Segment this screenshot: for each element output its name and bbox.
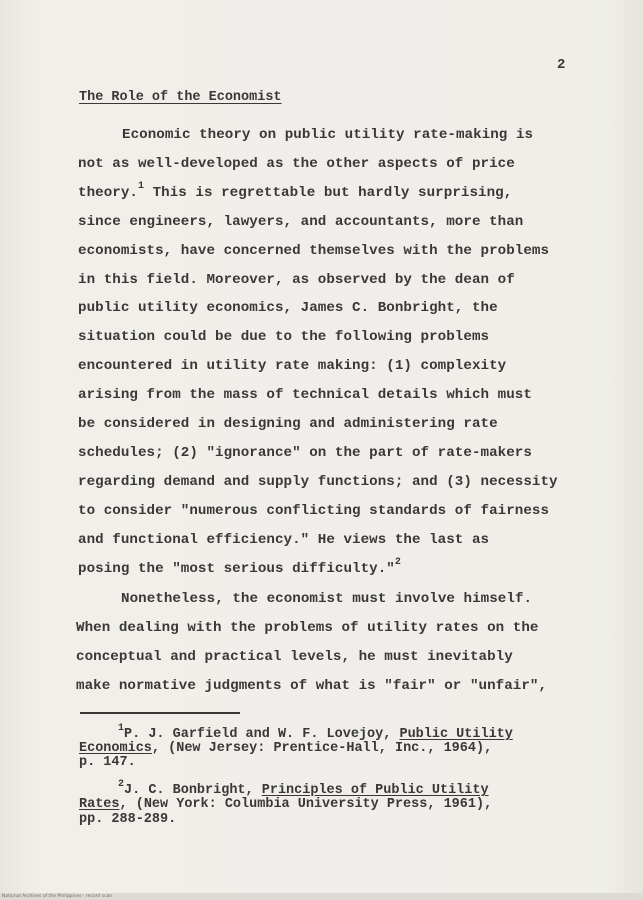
paragraph-1-line	[78, 358, 506, 374]
footnote-text: p. 147.	[79, 755, 136, 770]
footnote-2-line	[79, 812, 176, 827]
paragraph-1-line	[78, 272, 515, 288]
line-text: regarding demand and supply functions; and (3) necessity	[78, 473, 558, 490]
footnote-text: J. C. Bonbright,	[124, 783, 262, 798]
paragraph-1-line	[122, 127, 533, 143]
footnote-separator	[80, 712, 240, 714]
line-text: and functional efficiency." He views the last as	[78, 531, 490, 548]
line-text: make normative judgments of what is "fair" or "unfair",	[76, 677, 548, 694]
footnote-number: 2	[118, 778, 125, 790]
footnote-title: Rates	[79, 797, 120, 812]
line-text: economists, have concerned themselves with the problems	[78, 242, 550, 259]
paragraph-1-line	[78, 445, 532, 461]
footnote-title: Principles of Public Utility	[261, 783, 489, 798]
section-heading: The Role of the Economist	[79, 90, 282, 105]
footnote-1-line	[79, 755, 136, 770]
line-text: Economic theory on public utility rate-making is	[122, 127, 534, 143]
scan-footer-text: National Archives of the Philippines · record scan	[2, 894, 113, 899]
line-text: to consider "numerous conflicting standards of fairness	[78, 502, 550, 519]
paragraph-1-line	[78, 387, 532, 403]
paragraph-1-line	[78, 243, 549, 259]
paragraph-1-line	[78, 416, 498, 432]
line-text: schedules; (2) "ignorance" on the part of rate-makers	[78, 444, 532, 461]
page-number: 2	[557, 57, 566, 73]
footnote-1-line	[118, 722, 513, 742]
footnote-marker: 1	[137, 181, 145, 193]
footnote-2-line	[118, 778, 489, 798]
line-text: conceptual and practical levels, he must inevitably	[76, 648, 513, 665]
line-text: Nonetheless, the economist must involve himself.	[121, 591, 533, 607]
paragraph-1-line	[78, 300, 498, 316]
paragraph-1-line	[78, 181, 513, 201]
paragraph-2-line	[76, 649, 513, 665]
footnote-1-line	[79, 741, 492, 756]
line-text: situation could be due to the following problems	[78, 329, 490, 346]
line-text: in this field. Moreover, as observed by the dean of	[78, 271, 515, 288]
line-text: arising from the mass of technical details which must	[78, 387, 532, 404]
line-text: since engineers, lawyers, and accountants, more than	[78, 213, 524, 230]
footnote-text: , (New Jersey: Prentice-Hall, Inc., 1964),	[151, 741, 493, 756]
paragraph-1-line	[78, 329, 489, 345]
paragraph-2-line	[76, 678, 547, 694]
paragraph-1-line	[78, 156, 515, 172]
paragraph-1-line	[78, 556, 401, 577]
line-text: theory.	[78, 184, 138, 201]
paragraph-1-line	[78, 214, 523, 230]
footnote-title: Public Utility	[399, 727, 513, 742]
line-text: When dealing with the problems of utility rates on the	[76, 619, 539, 636]
footnote-text: P. J. Garfield and W. F. Lovejoy,	[124, 727, 400, 742]
line-text: encountered in utility rate making: (1) complexity	[78, 358, 507, 375]
footnote-text: , (New York: Columbia University Press, 1961),	[119, 797, 493, 812]
footnote-number: 1	[118, 722, 125, 734]
paragraph-1-line	[78, 474, 558, 490]
footnote-title: Economics	[79, 741, 152, 756]
paragraph-1-line	[78, 532, 489, 548]
paragraph-2-line	[121, 591, 532, 607]
footnote-marker: 2	[394, 556, 401, 568]
footnote-text: pp. 288-289.	[79, 812, 177, 827]
line-text-tail: This is regrettable but hardly surprising,	[144, 184, 513, 201]
line-text: posing the "most serious difficulty."	[78, 560, 395, 577]
line-text: not as well-developed as the other aspects of price	[78, 155, 515, 172]
line-text: be considered in designing and administering rate	[78, 416, 498, 432]
footnote-2-line	[79, 797, 492, 812]
paragraph-2-line	[76, 620, 538, 636]
line-text: public utility economics, James C. Bonbright, the	[78, 300, 498, 317]
paragraph-1-line	[78, 503, 549, 519]
